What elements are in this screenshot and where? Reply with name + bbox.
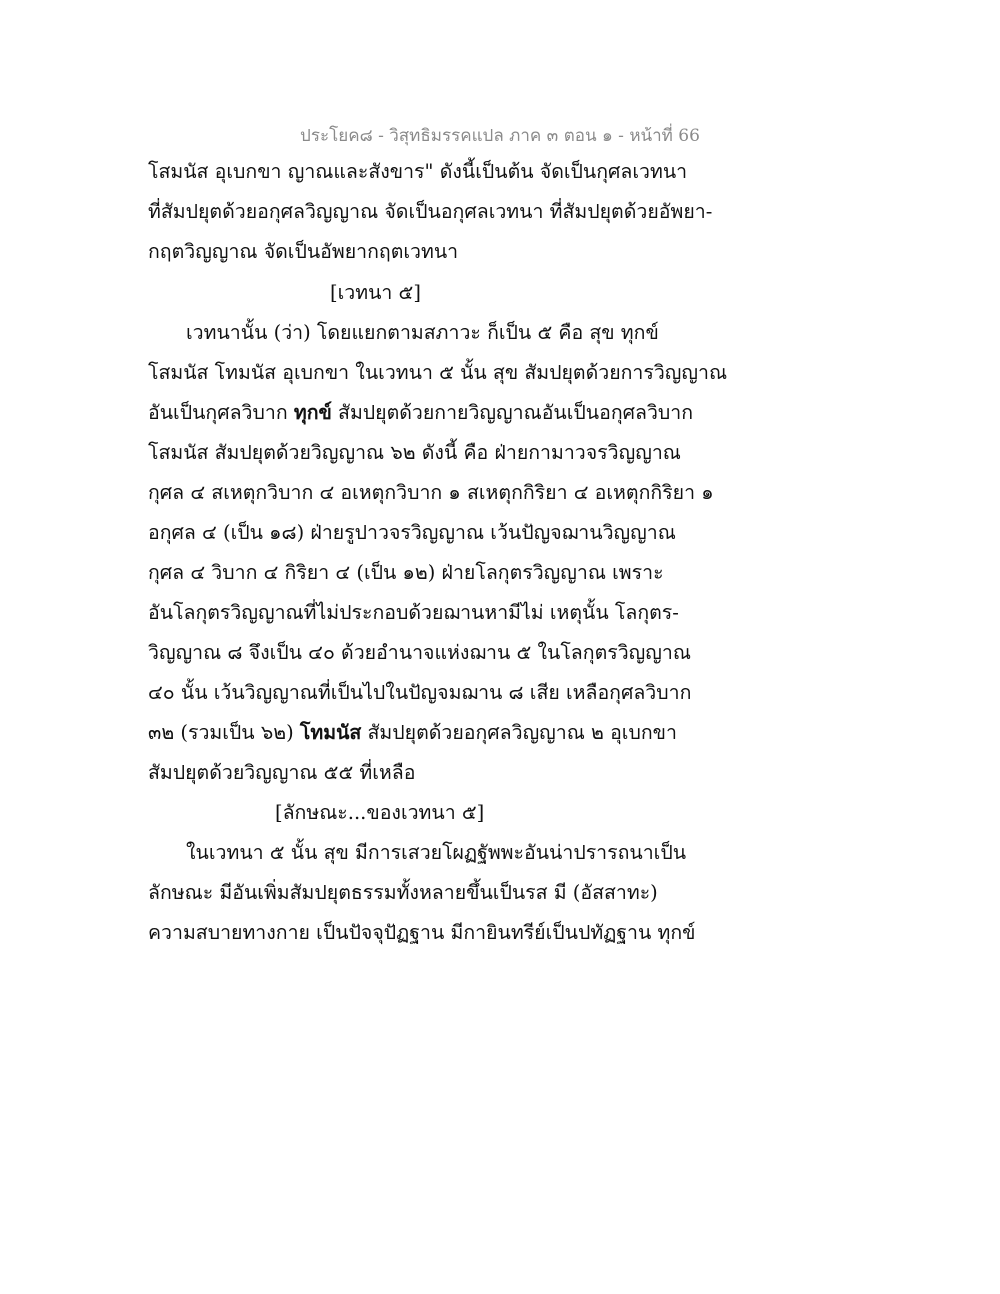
text-line: ในเวทนา ๕ นั้น สุข มีการเสวยโผฏฐัพพะอันน่าปรารถนาเป็น [186,841,687,864]
running-header: ประโยค๘ - วิสุทธิมรรคแปล ภาค ๓ ตอน ๑ - หน้าที่ 66 [300,126,700,146]
text-line: กฤตวิญญาณ จัดเป็นอัพยากฤตเวทนา [148,240,459,263]
text-line: โสมนัส อุเบกขา ญาณและสังขาร" ดังนี้เป็นต้น จัดเป็นกุศลเวทนา [148,160,688,183]
text-span: ๓๒ (รวมเป็น ๖๒) [148,721,300,744]
text-span: สัมปยุตด้วยอกุศลวิญญาณ ๒ อุเบกขา [361,721,677,744]
text-line: เวทนานั้น (ว่า) โดยแยกตามสภาวะ ก็เป็น ๕ คือ สุข ทุกข์ [186,321,659,344]
text-line: วิญญาณ ๘ จึงเป็น ๔๐ ด้วยอำนาจแห่งฌาน ๕ ในโลกุตรวิญญาณ [148,641,691,664]
bold-term: โทมนัส [299,721,362,744]
text-line: สัมปยุตด้วยวิญญาณ ๕๕ ที่เหลือ [148,761,416,784]
text-line [148,718,677,748]
text-line: ๔๐ นั้น เว้นวิญญาณที่เป็นไปในปัญจมฌาน ๘ เสีย เหลือกุศลวิบาก [148,681,692,704]
text-line: โสมนัส สัมปยุตด้วยวิญญาณ ๖๒ ดังนี้ คือ ฝ่ายกามาวจรวิญญาณ [148,441,681,464]
section-heading: [เวทนา ๕] [330,281,421,304]
text-line: กุศล ๔ สเหตุกวิบาก ๔ อเหตุกวิบาก ๑ สเหตุกกิริยา ๔ อเหตุกกิริยา ๑ [148,481,714,504]
text-line: อกุศล ๔ (เป็น ๑๘) ฝ่ายรูปาวจรวิญญาณ เว้นปัญจฌานวิญญาณ [148,521,676,544]
bold-term: ทุกข์ [293,401,332,424]
text-line: ลักษณะ มีอันเพิ่มสัมปยุตธรรมทั้งหลายขึ้นเป็นรส มี (อัสสาทะ) [148,881,658,904]
text-span: อันเป็นกุศลวิบาก [148,401,294,424]
text-line: อันโลกุตรวิญญาณที่ไม่ประกอบด้วยฌานหามีไม่ เหตุนั้น โลกุตร- [148,601,679,624]
text-span: สัมปยุตด้วยกายวิญญาณอันเป็นอกุศลวิบาก [331,401,694,424]
section-heading: [ลักษณะ...ของเวทนา ๕] [275,801,485,824]
text-line: ที่สัมปยุตด้วยอกุศลวิญญาณ จัดเป็นอกุศลเวทนา ที่สัมปยุตด้วยอัพยา- [148,200,713,223]
text-line: โสมนัส โทมนัส อุเบกขา ในเวทนา ๕ นั้น สุข สัมปยุตด้วยการวิญญาณ [148,361,728,384]
text-line: กุศล ๔ วิบาก ๔ กิริยา ๔ (เป็น ๑๒) ฝ่ายโลกุตรวิญญาณ เพราะ [148,561,664,584]
text-line [148,398,693,428]
text-line: ความสบายทางกาย เป็นปัจจุปัฏฐาน มีกายินทรีย์เป็นปทัฏฐาน ทุกข์ [148,921,696,944]
